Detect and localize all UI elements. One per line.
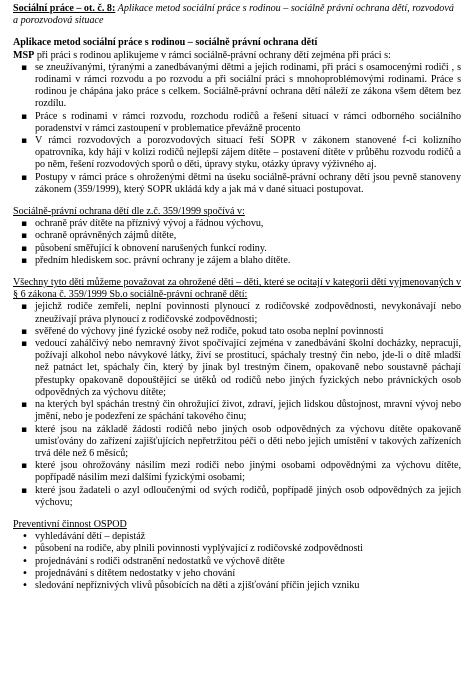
title-prefix: Sociální práce – ot. č. 8:	[13, 3, 116, 14]
list-item: • sledování nepříznivých vlivů působících na děti a zjišťování příčin jejich vzniku	[13, 580, 461, 592]
list-item: ▪ se zneužívanými, týranými a zanedbávanými dětmi a jejich rodinami, při práci s osamocenými rodiči , s rodinami v rámci rozvodu a po rozvodu a při sociální práci s mnohoproblémovými rodinami. Práce s rodinou je chápána jako práce s celkem. Sociálně-právní ochrana dětí náleží ze zákona všem dětem bez rozdílu.	[13, 62, 461, 111]
list-item: ▪ na kterých byl spáchán trestný čin ohrožující život, zdraví, jejich lidskou důstojnost, mravní vývoj nebo jmění, nebo je podezření ze spáchání takového činu;	[13, 399, 461, 423]
intro-paragraph	[13, 50, 461, 62]
section-heading-sopd: Sociálně-právní ochrana dětí dle z.č. 359/1999 spočívá v:	[13, 206, 245, 218]
sopd-list	[13, 218, 461, 267]
list-item: ▪ V rámci rozvodových a porozvodových situací řeší SOPR v zákonem stanovené f-ci kolizního opatrovníka, kdy hájí v kolizi rodičů nejlepší zájem dítěte – postavení dítěte v průběhu rozvodu rodičů a po něm, řešení rozvodových sporů o děti, úpravy styku, otázky úpravy výživného aj.	[13, 135, 461, 172]
section-heading-ospod: Preventivní činnost OSPOD	[13, 518, 127, 530]
list-item: ▪ které jsou ohrožovány násilím mezi rodiči nebo jinými osobami odpovědnými za výchovu dítěte, popřípadě násilím mezi dalšími fyzickými osobami;	[13, 460, 461, 484]
section-heading-endangered: Všechny tyto děti můžeme považovat za ohrožené děti – děti, které se ocitají v kategorii dětí vyjmenovaných v § 6 zákona č. 359/1999 Sb.o sociálně-právní ochraně dětí:	[13, 277, 461, 301]
document-title	[13, 3, 461, 27]
list-item: • vyhledávání dětí – depistáž	[13, 531, 461, 543]
msp-abbrev: MSP	[13, 49, 35, 61]
list-item: • projednávání s rodiči odstranění nedostatků ve výchově dítěte	[13, 556, 461, 568]
list-item: ▪ jejichž rodiče zemřeli, neplní povinnosti plynoucí z rodičovské zodpovědnosti, nevykonávají nebo zneužívají práva plynoucí z rodičovské zodpovědnosti;	[13, 301, 461, 325]
title-topic: Aplikace metod sociální práce s rodinou – sociálně právní ochrana dětí, rozvodová a porozvodová situace	[13, 3, 454, 27]
intro-list	[13, 62, 461, 196]
ospod-list	[13, 531, 461, 592]
list-item: ▪ předním hlediskem soc. právní ochrany je zájem a blaho dítěte.	[13, 255, 461, 267]
list-item: ▪ které jsou na základě žádosti rodičů nebo jiných osob odpovědných za výchovu dítěte opakovaně umisťovány do zařízení zajišťujících nepřetržitou péči o děti nebo jejich umístění v takových zařízeních trvá déle než 6 měsíců;	[13, 424, 461, 461]
intro-text: při práci s rodinou aplikujeme v rámci sociálně-právní ochrany dětí zejména při práci s:	[34, 49, 391, 61]
list-item: ▪ Postupy v rámci práce s ohroženými dětmi na úseku sociálně-právní ochrany dětí jsou pevně stanoveny zákonem (359/1999), který SOPR ukládá kdy a jak má v dané situaci postupovat.	[13, 172, 461, 196]
intro-heading: Aplikace metod sociální práce s rodinou – sociálně právní ochrana dětí	[13, 37, 318, 49]
list-item: • působení na rodiče, aby plnili povinnosti vyplývající z rodičovské zodpovědnosti	[13, 543, 461, 555]
list-item: ▪ které jsou žadateli o azyl odloučenými od svých rodičů, popřípadě jiných osob odpovědných za jejich výchovu;	[13, 485, 461, 509]
endangered-children-list	[13, 301, 461, 508]
list-item: ▪ ochraně práv dítěte na příznivý vývoj a řádnou výchovu,	[13, 218, 461, 230]
list-item: • projednávání s dítětem nedostatky v jeho chování	[13, 568, 461, 580]
list-item: ▪ vedoucí zahálčivý nebo nemravný život spočívající zejména v zanedbávání školní docházky, nepracují, požívají alkohol nebo návykové látky, živí se prostitucí, spáchaly trestný čin nebo, jde-li o dítě mladší než patnáct let, spáchaly čin, který by jinak byl trestným činem, opakovaně nebo soustavně páchají přestupky opakovaně dopouštějící se útěků od rodičů nebo jiných fyzických nebo právnických osob odpovědných za výchovu dítěte;	[13, 338, 461, 399]
list-item: ▪ svěřené do výchovy jiné fyzické osoby než rodiče, pokud tato osoba neplní povinnosti	[13, 326, 461, 338]
list-item: ▪ působení směřující k obnovení narušených funkcí rodiny.	[13, 243, 461, 255]
list-item: ▪ ochraně oprávněných zájmů dítěte,	[13, 230, 461, 242]
list-item: ▪ Práce s rodinami v rámci rozvodu, rozchodu rodičů a řešení situací v rámci odborného sociálního poradenství v rámci zastoupení v problematice převážně procento	[13, 111, 461, 135]
